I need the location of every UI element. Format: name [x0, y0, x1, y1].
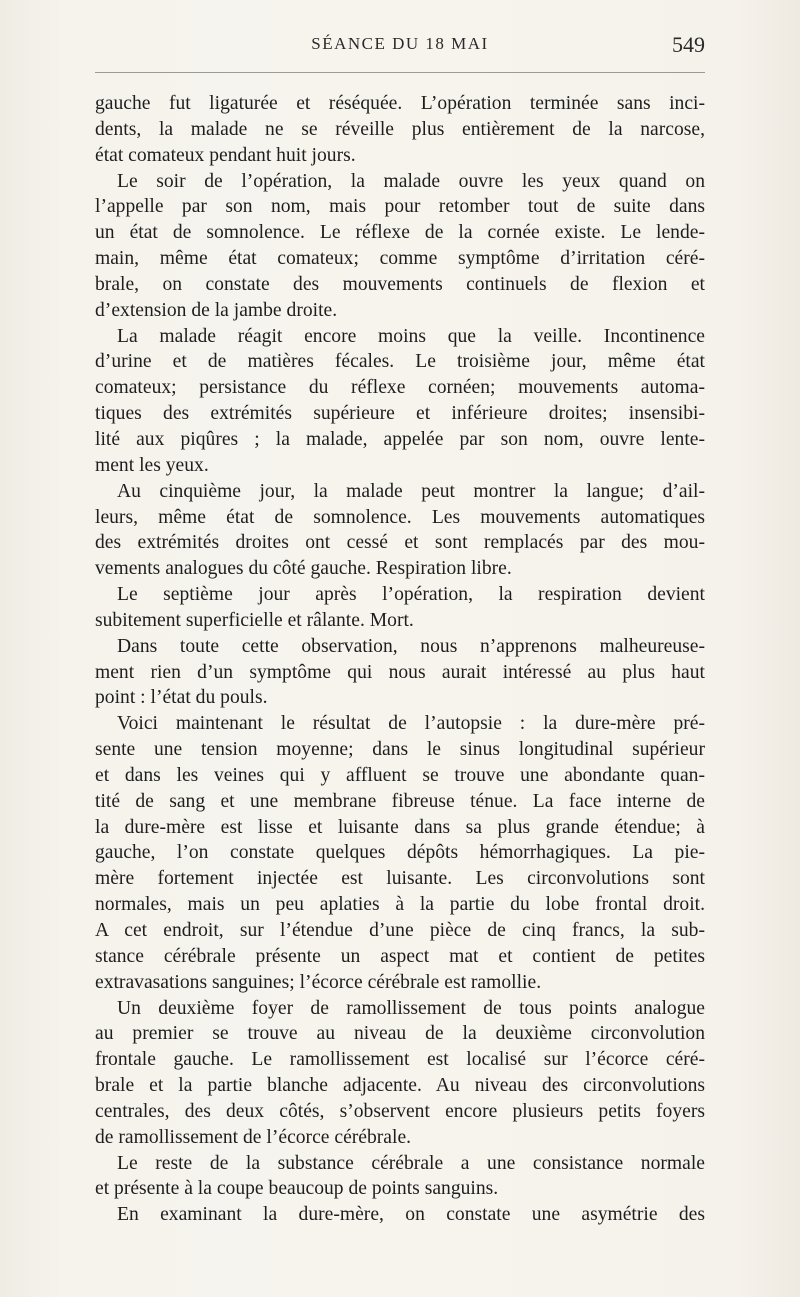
text-line: normales, mais un peu aplaties à la partie du lobe frontal droit.	[95, 894, 705, 916]
text-line: extravasations sanguines; l’écorce cérébrale est ramollie.	[95, 971, 542, 993]
text-line: brale, on constate des mouvements continuels de flexion et	[95, 273, 705, 295]
paragraph	[95, 582, 705, 634]
text-line: A cet endroit, sur l’étendue d’une pièce de cinq francs, la sub-	[95, 920, 705, 941]
text-line: frontale gauche. Le ramollissement est localisé sur l’écorce céré-	[95, 1049, 705, 1071]
body-text	[95, 91, 705, 1228]
paragraph	[95, 996, 705, 1151]
text-line: tité de sang et une membrane fibreuse ténue. La face interne de	[95, 790, 705, 812]
text-line: lité aux piqûres ; la malade, appelée par son nom, ouvre lente-	[95, 428, 705, 450]
paragraph	[95, 711, 705, 995]
header-rule	[95, 72, 705, 73]
text-line: un état de somnolence. Le réflexe de la cornée existe. Le lende-	[95, 222, 705, 244]
text-line: stance cérébrale présente un aspect mat et contient de petites	[95, 945, 705, 967]
text-line: Un deuxième foyer de ramollissement de tous points analogue	[117, 997, 705, 1019]
text-line: l’appelle par son nom, mais pour retomber tout de suite dans	[95, 196, 705, 218]
text-line: gauche, l’on constate quelques dépôts hémorrhagiques. La pie-	[95, 842, 705, 864]
text-line: comateux; persistance du réflexe cornéen; mouvements automa-	[95, 377, 705, 399]
text-line: d’urine et de matières fécales. Le troisième jour, même état	[95, 351, 705, 373]
text-line: de ramollissement de l’écorce cérébrale.	[95, 1126, 412, 1148]
text-line: La malade réagit encore moins que la veille. Incontinence	[117, 325, 705, 347]
paragraph	[95, 1151, 705, 1203]
text-line: point : l’état du pouls.	[95, 687, 268, 709]
text-line: tiques des extrémités supérieure et inférieure droites; insensibi-	[95, 403, 705, 425]
text-line: brale et la partie blanche adjacente. Au niveau des circonvolutions	[95, 1075, 705, 1097]
text-line: au premier se trouve au niveau de la deuxième circonvolution	[95, 1023, 705, 1045]
text-line: Le septième jour après l’opération, la respiration devient	[117, 584, 705, 606]
text-line: subitement superficielle et râlante. Mort.	[95, 609, 414, 631]
page-header	[95, 34, 705, 64]
text-line: Dans toute cette observation, nous n’apprenons malheureuse-	[117, 635, 705, 657]
paragraph	[95, 1202, 705, 1228]
paragraph	[95, 479, 705, 582]
text-line: vements analogues du côté gauche. Respiration libre.	[95, 558, 512, 580]
text-line: gauche fut ligaturée et réséquée. L’opération terminée sans inci-	[95, 93, 705, 114]
text-line: ment les yeux.	[95, 454, 209, 476]
paragraph	[95, 91, 705, 169]
text-line: état comateux pendant huit jours.	[95, 144, 356, 166]
page-number: 549	[672, 32, 705, 57]
text-line: main, même état comateux; comme symptôme d’irritation céré-	[95, 248, 705, 270]
text-line: dents, la malade ne se réveille plus entièrement de la narcose,	[95, 118, 705, 140]
text-line: des extrémités droites ont cessé et sont remplacés par des mou-	[95, 532, 705, 554]
paragraph	[95, 324, 705, 479]
paragraph	[95, 169, 705, 324]
text-line: En examinant la dure-mère, on constate une asymétrie des	[117, 1204, 705, 1226]
text-line: centrales, des deux côtés, s’observent encore plusieurs petits foyers	[95, 1100, 705, 1122]
text-line: la dure-mère est lisse et luisante dans sa plus grande étendue; à	[95, 816, 705, 838]
text-line: leurs, même état de somnolence. Les mouvements automatiques	[95, 506, 705, 528]
text-line: Au cinquième jour, la malade peut montrer la langue; d’ail-	[117, 480, 705, 502]
text-line: Voici maintenant le résultat de l’autopsie : la dure-mère pré-	[117, 713, 705, 735]
text-line: Le soir de l’opération, la malade ouvre les yeux quand on	[117, 170, 705, 192]
running-title: SÉANCE DU 18 MAI	[311, 34, 489, 53]
paragraph	[95, 634, 705, 712]
text-line: et dans les veines qui y affluent se trouve une abondante quan-	[95, 764, 705, 786]
text-line: mère fortement injectée est luisante. Les circonvolutions sont	[95, 868, 705, 890]
text-line: et présente à la coupe beaucoup de points sanguins.	[95, 1178, 499, 1200]
text-line: ment rien d’un symptôme qui nous aurait intéressé au plus haut	[95, 661, 705, 683]
text-line: d’extension de la jambe droite.	[95, 299, 338, 321]
text-line: sente une tension moyenne; dans le sinus longitudinal supérieur	[95, 739, 705, 761]
text-line: Le reste de la substance cérébrale a une consistance normale	[117, 1152, 705, 1174]
